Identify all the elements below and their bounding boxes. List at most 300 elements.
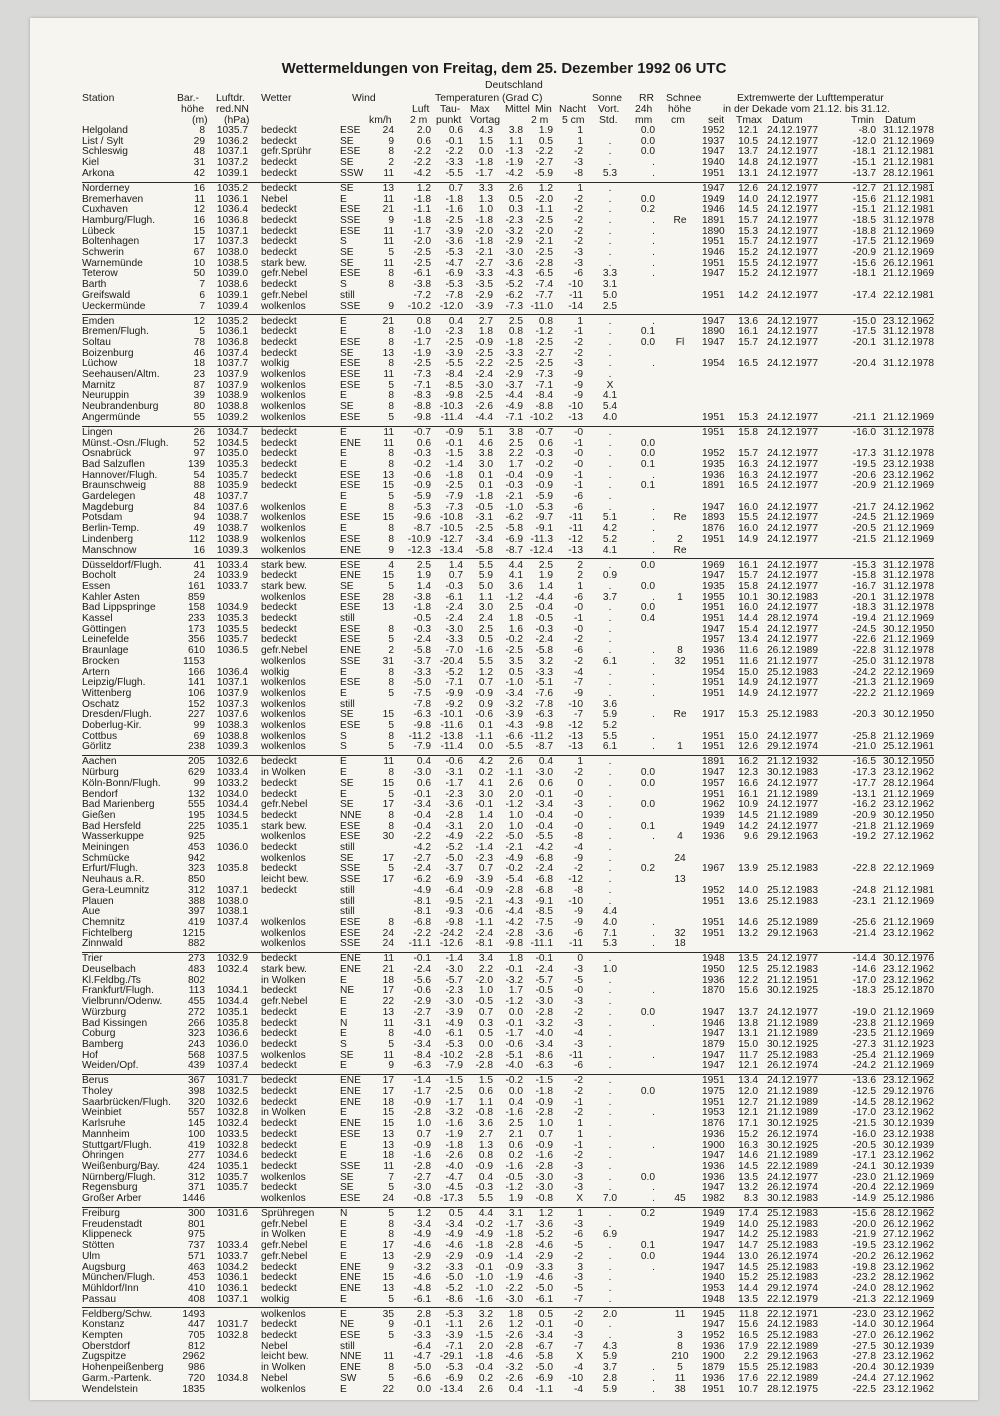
cell-wind-dir: ENE [340, 964, 361, 975]
cell-bar-hoehe: 571 [188, 1250, 205, 1262]
cell-taupunkt: -5.3 [445, 279, 463, 291]
cell-mittel: -2.1 [505, 842, 523, 853]
cell-nacht: -8 [573, 167, 583, 179]
cell-seit: 1951 [702, 533, 725, 545]
header-dekade: in der Dekade vom 21.12. bis 31.12. [723, 104, 890, 115]
cell-sonne: . [608, 1272, 612, 1284]
cell-min: -5.8 [535, 1351, 553, 1363]
cell-wetter: bedeckt [261, 1006, 297, 1018]
cell-max: 0.8 [478, 1150, 493, 1162]
cell-max: 0.2 [478, 767, 493, 779]
cell-max: -2.0 [475, 225, 493, 237]
cell-luftdr: 1035.7 [216, 1182, 248, 1194]
cell-bar-hoehe: 99 [193, 777, 205, 789]
cell-tmax-datum: 24.12.1977 [767, 580, 818, 592]
cell-tmax-datum: 24.12.1977 [767, 480, 818, 492]
cell-wind-dir: SE [340, 777, 354, 789]
cell-wind-dir: E [340, 756, 347, 768]
cell-tmin-datum: 31.12.1978 [883, 602, 934, 614]
cell-tmin: -27.3 [852, 1038, 876, 1050]
cell-min: -2.4 [535, 863, 553, 875]
cell-bar-hoehe: 371 [188, 1182, 205, 1194]
cell-min: -8.7 [535, 741, 553, 753]
cell-wind-dir: ESE [340, 602, 361, 614]
cell-taupunkt: -9.5 [445, 895, 463, 907]
cell-taupunkt: -10.3 [439, 401, 463, 413]
cell-seit: 1947 [702, 623, 725, 635]
cell-schnee: 2 [677, 533, 683, 545]
cell-max: 4.6 [478, 437, 493, 449]
cell-seit: 1936 [702, 469, 725, 481]
cell-mittel: -3.7 [505, 379, 523, 391]
cell-tmin: -14.4 [852, 953, 876, 965]
cell-sonne: . [608, 1150, 612, 1162]
cell-tmax: 15.7 [738, 336, 758, 348]
cell-wetter: bedeckt [261, 985, 297, 997]
cell-tmin-datum: 31.12.1978 [883, 645, 934, 657]
cell-wind-dir: SSE [340, 214, 361, 226]
cell-mittel: 0.0 [508, 1086, 523, 1097]
cell-wind-speed: 5 [388, 247, 394, 258]
cell-luftdr: 1035.5 [216, 623, 248, 635]
cell-mittel: -1.0 [505, 677, 523, 689]
table-row [30, 854, 978, 865]
cell-luft: -2.9 [413, 1250, 431, 1262]
cell-sonne: 5.2 [602, 533, 618, 545]
cell-mittel: 3.5 [508, 655, 523, 667]
cell-taupunkt: -3.3 [445, 634, 463, 646]
cell-tmin-datum: 21.12.1969 [883, 687, 934, 699]
cell-sonne: . [608, 193, 612, 205]
cell-bar-hoehe: 801 [188, 1218, 205, 1230]
cell-max: -3.0 [475, 379, 493, 391]
cell-nacht: -3 [573, 1171, 583, 1183]
cell-wetter: bedeckt [261, 448, 297, 460]
cell-bar-hoehe: 145 [188, 1118, 205, 1130]
cell-min: 1.9 [538, 570, 553, 582]
cell-min: -1.6 [535, 1150, 553, 1162]
table-row [30, 875, 978, 886]
cell-min: -6.7 [535, 1340, 553, 1352]
cell-wind-dir: ESE [340, 820, 361, 832]
cell-station: Garm.-Partenk. [82, 1372, 152, 1384]
cell-min: -4.6 [535, 1272, 553, 1284]
cell-wind-dir: SE [340, 247, 354, 258]
cell-luft: -4.6 [413, 1240, 431, 1252]
cell-seit: 1947 [702, 315, 725, 327]
cell-taupunkt: -6.9 [445, 1372, 463, 1384]
cell-wind-dir: E [340, 1229, 347, 1241]
cell-rr: . [652, 927, 655, 939]
cell-tmax: 10.7 [738, 1383, 758, 1395]
cell-tmax-datum: 25.12.1983 [767, 666, 818, 678]
cell-wind-dir: SSE [340, 863, 361, 875]
cell-rr: 0.2 [640, 1208, 655, 1219]
cell-taupunkt: -4.7 [445, 1171, 463, 1183]
cell-sonne: . [608, 1006, 612, 1018]
cell-seit: 1937 [702, 135, 725, 147]
cell-station: Aue [82, 906, 101, 918]
cell-wind-speed: 5 [388, 1372, 394, 1384]
cell-bar-hoehe: 12 [193, 204, 205, 216]
cell-station: Göttingen [82, 623, 127, 635]
cell-tmax-datum: 24.12.1977 [767, 214, 818, 226]
cell-wind-speed: 8 [388, 326, 394, 338]
cell-sonne: . [608, 257, 612, 269]
cell-nacht: -3 [573, 1330, 583, 1341]
cell-taupunkt: -3.2 [445, 1107, 463, 1119]
cell-tmax: 17.1 [738, 1118, 758, 1130]
cell-nacht: -4 [573, 666, 583, 678]
table-row [30, 513, 978, 524]
cell-wind-dir: ENE [340, 1261, 361, 1273]
cell-rr: . [652, 687, 655, 699]
cell-min: -3.0 [535, 996, 553, 1008]
cell-wind-dir: E [340, 523, 347, 535]
cell-bar-hoehe: 555 [188, 799, 205, 811]
cell-station: Schmücke [82, 852, 130, 864]
cell-nacht: -2 [573, 1086, 583, 1097]
cell-max: 3.4 [478, 953, 493, 965]
cell-bar-hoehe: 39 [193, 390, 205, 402]
cell-luftdr: 1035.1 [216, 1160, 248, 1172]
header-bar-hoehe-3: (m) [192, 115, 208, 126]
cell-luftdr: 1037.4 [216, 916, 248, 928]
table-row [30, 976, 978, 987]
cell-wind-speed: 5 [388, 411, 394, 423]
header-wind-unit: km/h [369, 115, 392, 126]
cell-nacht: -6 [573, 268, 583, 280]
cell-station: Norderney [82, 182, 130, 194]
cell-max: 3.8 [478, 448, 493, 460]
cell-sonne: . [608, 369, 612, 380]
cell-luft: -2.5 [413, 257, 431, 269]
cell-sonne: . [608, 225, 612, 237]
cell-station: Saarbrücken/Flugh. [82, 1096, 171, 1108]
cell-tmin: -15.3 [852, 559, 876, 571]
cell-tmin: -24.5 [852, 623, 876, 635]
cell-wind-speed: 5 [388, 491, 394, 502]
cell-bar-hoehe: 424 [188, 1160, 205, 1172]
cell-tmin: -25.0 [852, 655, 876, 667]
cell-bar-hoehe: 17 [193, 236, 205, 248]
cell-taupunkt: -5.0 [445, 852, 463, 864]
cell-luft: -4.7 [413, 1351, 431, 1363]
table-row [30, 657, 978, 668]
cell-luft: -7.3 [413, 369, 431, 380]
cell-nacht: -1 [573, 326, 583, 338]
cell-wetter: gefr.Nebel [261, 268, 308, 280]
cell-mittel: -2.5 [505, 358, 523, 370]
cell-nacht: 1 [577, 182, 583, 194]
cell-luftdr: 1038.6 [216, 279, 248, 291]
cell-rr: 0.0 [640, 580, 655, 592]
cell-min: -2.0 [535, 193, 553, 205]
cell-wind-speed: 24 [382, 125, 394, 136]
cell-wind-dir: E [340, 788, 347, 800]
cell-wind-dir: still [340, 842, 355, 853]
cell-luft: -2.4 [413, 964, 431, 975]
cell-seit: 1951 [702, 1096, 725, 1108]
cell-taupunkt: -1.1 [445, 1319, 463, 1331]
cell-wind-dir: ESE [340, 720, 361, 731]
cell-tmin-datum: 22.12.1969 [883, 666, 934, 678]
cell-max: 0.3 [478, 1017, 493, 1029]
table-row [30, 822, 978, 833]
cell-min: -7.5 [535, 916, 553, 928]
cell-seit: 1949 [702, 820, 725, 832]
cell-max: -3.1 [475, 512, 493, 524]
cell-mittel: -2.1 [505, 491, 523, 502]
cell-min: -2.8 [535, 1006, 553, 1018]
cell-nacht: -1 [573, 480, 583, 492]
cell-wetter: bedeckt [261, 347, 297, 359]
table-row [30, 614, 978, 625]
cell-max: 2.5 [478, 623, 493, 635]
cell-taupunkt: -2.3 [445, 788, 463, 800]
cell-max: 0.1 [478, 720, 493, 731]
cell-wetter: wolkenlos [261, 369, 306, 380]
cell-station: Chemnitz [82, 916, 126, 928]
cell-tmax: 14.9 [738, 677, 758, 689]
cell-wind-speed: 11 [383, 953, 394, 965]
cell-rr: . [652, 257, 655, 269]
cell-min: -5.9 [535, 491, 553, 502]
cell-seit: 1951 [702, 895, 725, 907]
cell-tmax: 15.3 [738, 225, 758, 237]
table-row [30, 227, 978, 238]
cell-tmin-datum: 26.12.1961 [883, 257, 934, 269]
cell-station: Manschnow [82, 544, 137, 556]
cell-tmax-datum: 25.12.1989 [767, 916, 818, 928]
cell-tmax: 11.6 [738, 645, 758, 657]
cell-nacht: -9 [573, 687, 583, 699]
cell-wetter: wolkenlos [261, 533, 306, 545]
cell-bar-hoehe: 610 [188, 645, 205, 657]
cell-tmin-datum: 27.12.1962 [883, 831, 934, 843]
cell-station: Tholey [82, 1086, 113, 1097]
cell-rr: . [652, 167, 655, 179]
cell-mittel: -0.5 [505, 1171, 523, 1183]
cell-sonne: . [608, 1060, 612, 1072]
cell-bar-hoehe: 720 [188, 1372, 205, 1384]
cell-tmin: -20.5 [852, 1139, 876, 1151]
cell-max: 5.9 [478, 570, 493, 582]
cell-min: -7.6 [535, 687, 553, 699]
cell-wetter: bedeckt [261, 135, 297, 147]
cell-tmax-datum: 24.12.1977 [767, 523, 818, 535]
cell-rr: . [652, 666, 655, 678]
cell-seit: 1935 [702, 458, 725, 470]
cell-tmax: 14.8 [738, 157, 758, 169]
cell-max: 5.0 [478, 580, 493, 592]
cell-nacht: -9 [573, 906, 583, 918]
cell-wetter: bedeckt [261, 1118, 297, 1130]
table-row [30, 503, 978, 514]
cell-tmax-datum: 21.12.1977 [767, 655, 818, 667]
cell-mittel: -1.2 [505, 591, 523, 603]
cell-bar-hoehe: 88 [193, 480, 205, 492]
cell-wind-dir: S [340, 730, 347, 742]
cell-luft: 2.0 [416, 125, 431, 136]
cell-wetter: bedeckt [261, 326, 297, 338]
cell-wetter: bedeckt [261, 1075, 297, 1087]
cell-bar-hoehe: 48 [193, 146, 205, 158]
table-row [30, 370, 978, 381]
cell-luftdr: 1034.4 [216, 996, 248, 1008]
cell-tmin: -24.1 [852, 1160, 876, 1172]
cell-nacht: -6 [573, 1060, 583, 1072]
cell-max: 3.3 [478, 182, 493, 194]
table-row [30, 779, 978, 790]
table-row [30, 668, 978, 679]
cell-taupunkt: -2.5 [445, 336, 463, 348]
cell-mittel: 0.4 [508, 1096, 523, 1108]
cell-taupunkt: -1.6 [445, 204, 463, 216]
cell-schnee: 11 [674, 1372, 686, 1384]
cell-wind-dir: SSE [340, 300, 361, 312]
cell-wind-dir: E [340, 974, 347, 986]
table-row [30, 349, 978, 360]
table-row [30, 1374, 978, 1385]
cell-wind-dir: E [340, 666, 347, 678]
cell-taupunkt: -9.8 [445, 916, 463, 928]
cell-wind-dir: ESE [340, 634, 361, 646]
cell-seit: 1944 [702, 1250, 725, 1262]
cell-tmax: 12.3 [738, 767, 758, 779]
cell-tmin: -20.4 [852, 1362, 876, 1374]
cell-tmax-datum: 21.12.1989 [767, 809, 818, 821]
cell-min: -0.7 [535, 426, 553, 438]
cell-wind-dir: E [340, 767, 347, 779]
cell-taupunkt: -6.1 [445, 1028, 463, 1040]
cell-taupunkt: -8.6 [445, 1293, 463, 1305]
cell-seit: 1951 [702, 289, 725, 301]
cell-wind-dir: E [340, 491, 347, 502]
table-row [30, 471, 978, 482]
cell-tmin: -19.4 [852, 613, 876, 624]
cell-tmin-datum: 21.12.1969 [883, 1017, 934, 1029]
cell-tmax: 16.5 [738, 480, 758, 492]
cell-tmax-datum: 30.12.1925 [767, 1118, 818, 1130]
cell-sonne: . [608, 852, 612, 864]
cell-luft: -9.8 [413, 720, 431, 731]
cell-luftdr: 1033.2 [216, 777, 248, 789]
cell-sonne: . [608, 157, 612, 169]
cell-nacht: -14 [568, 300, 583, 312]
cell-sonne: . [608, 1182, 612, 1194]
cell-wetter: bedeckt [261, 182, 297, 194]
cell-wind-dir: E [340, 1240, 347, 1252]
cell-wetter: bedeckt [261, 225, 297, 237]
cell-seit: 1876 [702, 523, 725, 535]
cell-station: Bad Marienberg [82, 799, 155, 811]
cell-tmax-datum: 24.12.1977 [767, 193, 818, 205]
cell-wetter: wolkig [261, 1293, 290, 1305]
cell-seit: 1940 [702, 157, 725, 169]
cell-wetter: wolkenlos [261, 916, 306, 928]
cell-tmax-datum: 24.12.1977 [767, 623, 818, 635]
cell-wind-dir: ENE [340, 1272, 361, 1284]
cell-min: -9.1 [535, 523, 553, 535]
cell-wind-speed: 11 [383, 236, 394, 248]
cell-rr: 0.0 [640, 1006, 655, 1018]
cell-wind-speed: 13 [382, 602, 394, 614]
header-min-2m: 2 m [531, 115, 549, 126]
cell-tmax-datum: 24.12.1977 [767, 225, 818, 237]
cell-taupunkt: -1.9 [445, 1128, 463, 1140]
cell-luft: -8.4 [413, 1049, 431, 1061]
cell-min: -2.8 [535, 257, 553, 269]
cell-rr: . [652, 157, 655, 169]
cell-wind-dir: ESE [340, 480, 361, 492]
cell-mittel: -4.4 [505, 906, 523, 918]
cell-taupunkt: -10.2 [439, 1049, 463, 1061]
cell-taupunkt: -10.1 [439, 709, 463, 721]
cell-luftdr: 1033.7 [216, 1250, 248, 1262]
cell-sonne: . [608, 146, 612, 158]
cell-wetter: bedeckt [261, 1182, 297, 1194]
cell-tmin: -17.4 [852, 289, 876, 301]
table-row [30, 646, 978, 657]
cell-wetter: bedeckt [261, 315, 297, 327]
cell-station: Erfurt/Flugh. [82, 863, 139, 875]
cell-nacht: -1 [573, 1139, 583, 1151]
cell-tmax-datum: 28.12.1974 [767, 613, 818, 624]
cell-mittel: -2.5 [505, 645, 523, 657]
cell-max: -1.1 [475, 730, 493, 742]
cell-wetter: wolkenlos [261, 741, 306, 753]
cell-wind-dir: SE [340, 401, 354, 413]
cell-tmax: 14.5 [738, 204, 758, 216]
cell-luft: -4.9 [413, 1229, 431, 1241]
cell-tmax-datum: 21.12.1989 [767, 1107, 818, 1119]
cell-station: Kassel [82, 613, 113, 624]
cell-tmin-datum: 25.12.1870 [883, 985, 934, 997]
cell-wetter: in Wolken [261, 1107, 306, 1119]
table-row [30, 1241, 978, 1252]
cell-taupunkt: -2.5 [445, 480, 463, 492]
cell-min: -0.5 [535, 613, 553, 624]
cell-station: Weinbiet [82, 1107, 122, 1119]
cell-tmin-datum: 23.12.1962 [883, 315, 934, 327]
cell-nacht: -13 [568, 730, 583, 742]
cell-luft: -5.0 [413, 1362, 431, 1374]
cell-luft: -11.1 [408, 938, 431, 950]
cell-max: -2.3 [475, 852, 493, 864]
cell-tmax: 15.5 [738, 1362, 758, 1374]
cell-schnee: 11 [674, 1308, 686, 1320]
cell-wind-dir: still [340, 289, 355, 301]
cell-wind-dir: ENE [340, 953, 361, 965]
cell-tmin-datum: 25.12.1961 [883, 741, 934, 753]
cell-min: -1.8 [535, 1086, 553, 1097]
header-rr-1: RR [639, 93, 655, 104]
cell-luft: 1.4 [416, 580, 431, 592]
cell-nacht: -6 [573, 591, 583, 603]
cell-sonne: . [608, 1319, 612, 1331]
cell-luftdr: 1038.0 [216, 895, 248, 907]
cell-tmax: 17.6 [738, 1372, 758, 1384]
cell-max: 3.0 [478, 458, 493, 470]
cell-min: -8.4 [535, 390, 553, 402]
cell-wind-speed: 9 [388, 1060, 394, 1072]
cell-max: 1.5 [478, 135, 493, 147]
cell-tmax-datum: 24.12.1977 [767, 512, 818, 524]
cell-sonne: . [608, 1038, 612, 1050]
cell-mittel: 1.6 [508, 623, 523, 635]
cell-wind-dir: still [340, 895, 355, 907]
